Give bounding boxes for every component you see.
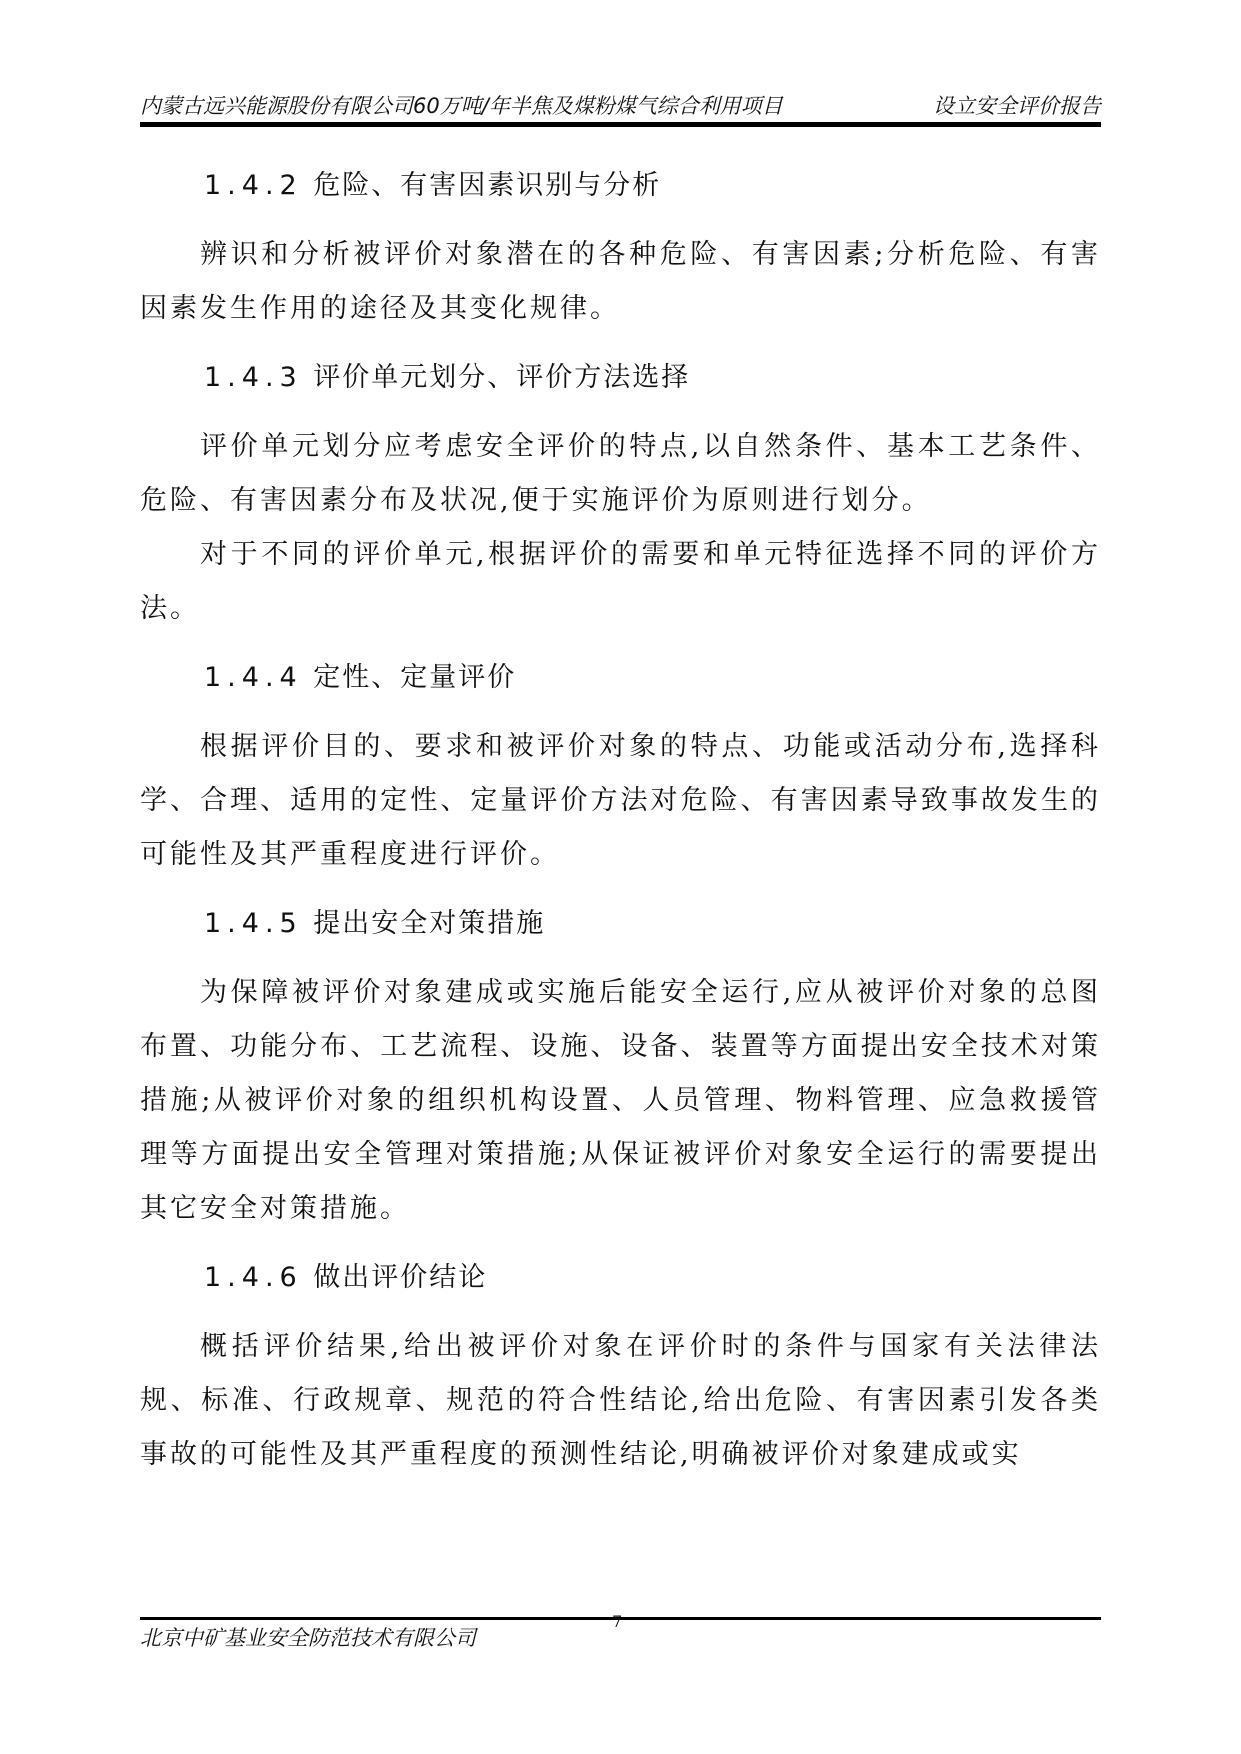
section-title: 定性、定量评价 [313, 662, 517, 693]
body-paragraph: 概括评价结果,给出被评价对象在评价时的条件与国家有关法律法规、标准、行政规章、规范的符合性结论,给出危险、有害因素引发各类事故的可能性及其严重程度的预测性结论,明确被评价对象建成或实 [140, 1331, 1101, 1470]
body-paragraph: 辨识和分析被评价对象潜在的各种危险、有害因素;分析危险、有害因素发生作用的途径及其变化规律。 [140, 239, 1101, 324]
section-number: 1.4.3 [204, 362, 303, 393]
section-title: 评价单元划分、评价方法选择 [313, 362, 691, 393]
body-paragraph: 为保障被评价对象建成或实施后能安全运行,应从被评价对象的总图布置、功能分布、工艺流程、设施、设备、装置等方面提出安全技术对策措施;从被评价对象的组织机构设置、人员管理、物料管理、应急救援管理等方面提出安全管理对策措施;从保证被评价对象安全运行的需要提出其它安全对策措施。 [140, 977, 1101, 1224]
section-number: 1.4.5 [204, 908, 303, 939]
body-paragraph: 根据评价目的、要求和被评价对象的特点、功能或活动分布,选择科学、合理、适用的定性、定量评价方法对危险、有害因素导致事故发生的可能性及其严重程度进行评价。 [140, 731, 1101, 870]
body-paragraph: 对于不同的评价单元,根据评价的需要和单元特征选择不同的评价方法。 [140, 539, 1101, 624]
section-number: 1.4.2 [204, 170, 303, 201]
section-heading [140, 350, 1101, 406]
section-title: 做出评价结论 [313, 1262, 488, 1293]
section-title: 提出安全对策措施 [313, 908, 546, 939]
header-rule [140, 122, 1101, 127]
section-heading [140, 650, 1101, 706]
section-title: 危险、有害因素识别与分析 [313, 170, 662, 201]
document-body [140, 148, 1101, 1496]
body-paragraph: 评价单元划分应考虑安全评价的特点,以自然条件、基本工艺条件、危险、有害因素分布及状况,便于实施评价为原则进行划分。 [140, 431, 1101, 516]
footer-company: 北京中矿基业安全防范技术有限公司 [140, 1626, 476, 1650]
section-number: 1.4.4 [204, 662, 303, 693]
page-number: 7 [612, 1612, 623, 1631]
page-header [140, 88, 1101, 120]
header-project-title: 内蒙古远兴能源股份有限公司60万吨/年半焦及煤粉煤气综合利用项目 [140, 94, 783, 118]
section-heading [140, 158, 1101, 214]
section-number: 1.4.6 [204, 1262, 303, 1293]
header-report-title: 设立安全评价报告 [933, 94, 1101, 118]
section-heading [140, 1250, 1101, 1306]
section-heading [140, 896, 1101, 952]
